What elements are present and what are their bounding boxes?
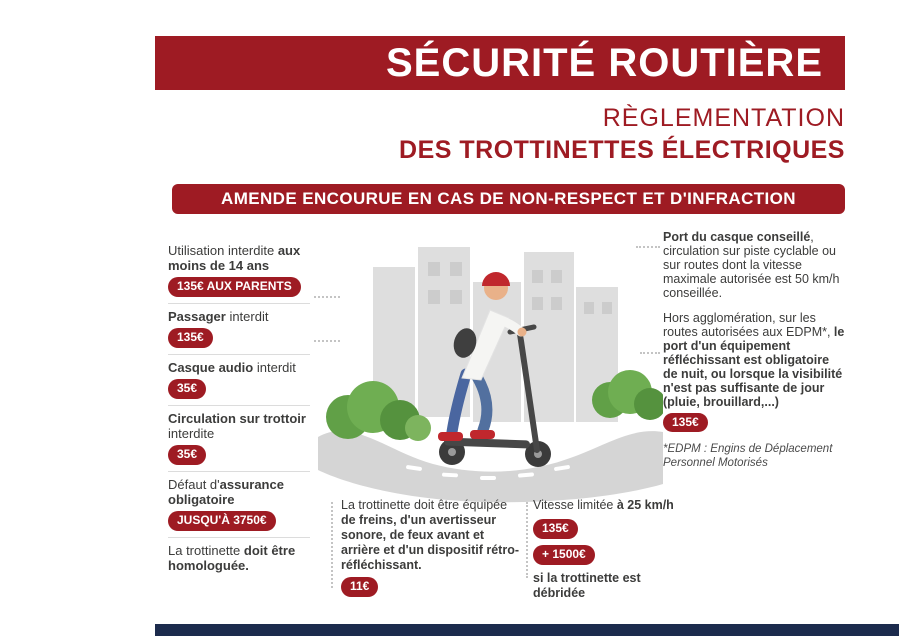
subtitle-regulation: RÈGLEMENTATION (602, 104, 845, 132)
speed-limit-paragraph (533, 498, 691, 601)
fine-amount-badge: 35€ (168, 379, 206, 399)
fine-text: Utilisation interdite (168, 243, 278, 258)
fine-item-insurance (168, 472, 310, 538)
gear-text-bold: le port d'un équipement réfléchissant est obligatoire de nuit, ou lorsque la visibilité n'est pas suffisante de jour (pluie, brouillard,...) (663, 325, 845, 409)
fine-item-age (168, 238, 310, 304)
speed-text-bold: à 25 km/h (616, 498, 674, 512)
fine-text-bold: Passager (168, 309, 226, 324)
scooter-rider-illustration (318, 222, 663, 510)
fine-amount-badge: 135€ AUX PARENTS (168, 277, 301, 297)
leader-line (331, 502, 333, 588)
fine-text: interdit (253, 360, 296, 375)
fine-item-homologation (168, 538, 310, 579)
advice-text-bold: Port du casque conseillé (663, 230, 811, 244)
fine-item-sidewalk (168, 406, 310, 472)
fine-text: La trottinette (168, 543, 244, 558)
fine-amount-badge: 135€ (168, 328, 213, 348)
equipment-fine-badge: 11€ (341, 577, 378, 597)
fine-banner (172, 184, 845, 214)
fine-text-bold: aux moins de 14 ans (168, 243, 301, 273)
fine-text: interdite (168, 426, 215, 441)
bottom-navy-bar (155, 624, 899, 636)
leader-line (640, 352, 660, 354)
fine-item-headphones (168, 355, 310, 406)
right-column (663, 230, 845, 470)
fine-text-bold: Circulation sur trottoir (168, 411, 306, 426)
fine-amount-badge: 35€ (168, 445, 206, 465)
left-column (168, 238, 310, 579)
speed-text: Vitesse limitée (533, 498, 617, 512)
edpm-footnote: *EDPM : Engins de Déplacement Personnel Motorisés (663, 443, 833, 469)
leader-line (314, 296, 340, 298)
fine-item-passenger (168, 304, 310, 355)
gear-text: Hors agglomération, sur les routes autorisées aux EDPM*, (663, 311, 834, 339)
speed-fine-badge: 135€ (533, 519, 578, 539)
fine-text-bold: assurance obligatoire (168, 477, 284, 507)
speed-note: si la trottinette est débridée (533, 571, 641, 600)
leader-line (636, 246, 660, 248)
helmet-advice-paragraph (663, 230, 845, 300)
fine-text: interdit (225, 309, 269, 324)
fine-text-bold: doit être homologuée. (168, 543, 296, 573)
leader-line (526, 502, 528, 578)
equipment-paragraph (341, 498, 523, 597)
advice-text: , circulation sur piste cyclable ou sur routes dont la vitesse maximale autorisée est 50 km/h conseillée. (663, 230, 840, 300)
fine-amount-badge: 135€ (663, 413, 708, 432)
speed-extra-fine-badge: + 1500€ (533, 545, 595, 565)
fine-text-bold: Casque audio (168, 360, 254, 375)
equipment-text-bold: de freins, d'un avertisseur sonore, de feux avant et arrière et d'un dispositif rétro-réfléchissant. (341, 513, 520, 572)
title-banner (155, 36, 845, 90)
reflective-gear-paragraph (663, 311, 845, 432)
equipment-text: La trottinette doit être équipée (341, 498, 508, 512)
page-title: SÉCURITÉ ROUTIÈRE (385, 40, 823, 85)
leader-line (314, 340, 340, 342)
fine-banner-label: AMENDE ENCOURUE EN CAS DE NON-RESPECT ET D'INFRACTION (221, 189, 796, 208)
fine-text: Défaut d' (168, 477, 220, 492)
subtitle-trottinettes: DES TROTTINETTES ÉLECTRIQUES (399, 136, 845, 164)
fine-amount-badge: JUSQU'À 3750€ (168, 511, 276, 531)
